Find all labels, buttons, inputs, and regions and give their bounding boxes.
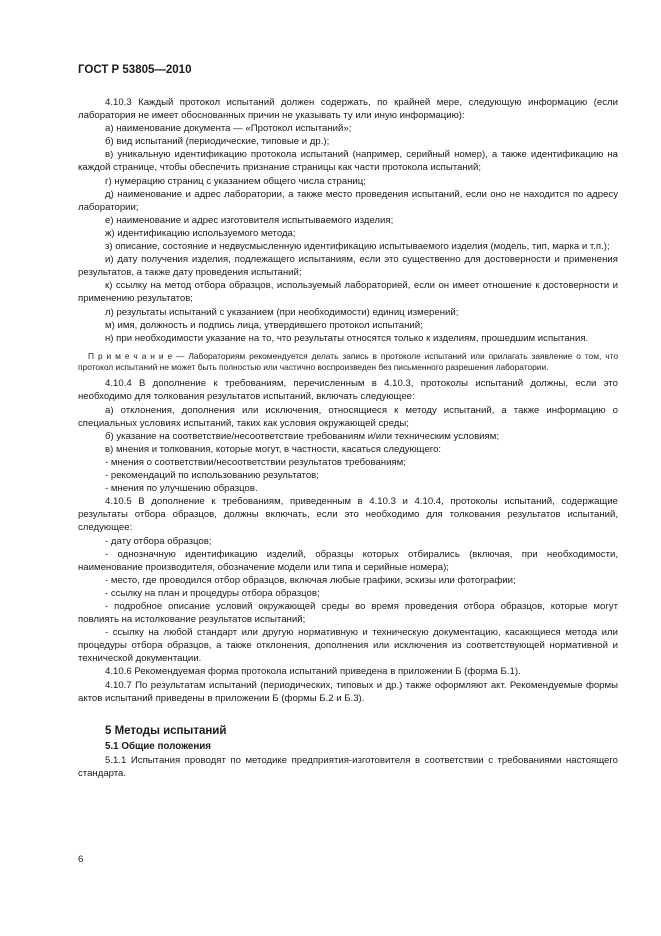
paragraph: 4.10.7 По результатам испытаний (периодических, типовых и др.) также оформляют акт. Рекомендуемые формы актов испытаний приведены в приложении Б (формы Б.2 и Б.3).	[78, 679, 618, 704]
list-item: з) описание, состояние и недвусмысленную идентификацию испытываемого изделия (модель, тип, марка и т.п.);	[105, 241, 610, 253]
list-item: - дату отбора образцов;	[105, 535, 212, 547]
list-item: и) дату получения изделия, подлежащего испытаниям, если это существенно для достоверности и применения результатов, а также дату проведения испытаний;	[78, 254, 618, 279]
list-item: в) уникальную идентификацию протокола испытаний (например, серийный номер), а также идентификацию на каждой странице, чтобы обеспечить признание страницы как части протокола испытаний;	[78, 149, 618, 174]
list-item: д) наименование и адрес лаборатории, а также место проведения испытаний, если оно не находится по адресу лаборатории;	[78, 188, 618, 213]
list-item: - место, где проводился отбор образцов, включая любые графики, эскизы или фотографии;	[105, 574, 516, 586]
subsection-title: 5.1 Общие положения	[105, 740, 212, 752]
list-item: - ссылку на план и процедуры отбора образцов;	[105, 587, 320, 599]
list-item: е) наименование и адрес изготовителя испытываемого изделия;	[105, 214, 394, 226]
document-body	[78, 96, 618, 780]
list-item: - ссылку на любой стандарт или другую нормативную и техническую документацию, касающиеся метода или процедуры отбора образцов, а также отклонения, дополнения или исключения из соответствующей нормативной и технической документации.	[78, 627, 618, 665]
list-item: н) при необходимости указание на то, что результаты относятся только к изделиям, прошедшим испытания.	[105, 332, 589, 344]
paragraph: 4.10.5 В дополнение к требованиям, приведенным в 4.10.3 и 4.10.4, протоколы испытаний, содержащие результаты отбора образцов, должны включать, если это необходимо для толкования результатов испытаний, следующее:	[78, 496, 618, 534]
list-item: - мнения о соответствии/несоответствии результатов требованиям;	[105, 456, 406, 468]
paragraph: 4.10.3 Каждый протокол испытаний должен содержать, по крайней мере, следующую информацию (если лаборатория не имеет обоснованных причин не указывать ту или иную информацию):	[78, 97, 618, 122]
paragraph: 4.10.6 Рекомендуемая форма протокола испытаний приведена в приложении Б (форма Б.1).	[105, 666, 521, 678]
list-item: б) указание на соответствие/несоответствие требованиям и/или техническим условиям;	[105, 430, 499, 442]
list-item: - мнения по улучшению образцов.	[105, 483, 258, 495]
document-header: ГОСТ Р 53805—2010	[78, 64, 192, 76]
list-item: в) мнения и толкования, которые могут, в частности, касаться следующего:	[105, 443, 442, 455]
list-item: - подробное описание условий окружающей среды во время проведения отбора образцов, которые могут повлиять на истолкование результатов испытаний;	[78, 600, 618, 626]
list-item: - рекомендаций по использованию результатов;	[105, 470, 319, 482]
section-title: 5 Методы испытаний	[105, 724, 227, 737]
list-item: м) имя, должность и подпись лица, утвердившего протокол испытаний;	[105, 319, 423, 331]
paragraph: 4.10.4 В дополнение к требованиям, перечисленным в 4.10.3, протоколы испытаний должны, если это необходимо для толкования результатов испытаний, включать следующее:	[78, 378, 618, 403]
list-item: л) результаты испытаний с указанием (при необходимости) единиц измерений;	[105, 306, 459, 318]
note: П р и м е ч а н и е — Лабораториям рекомендуется делать запись в протоколе испытаний или прилагать заявление о том, что протокол испытаний не может быть полностью или частично воспроизведен без письменного разрешения лаборатории.	[78, 350, 618, 373]
list-item: ж) идентификацию используемого метода;	[105, 227, 296, 239]
list-item: к) ссылку на метод отбора образцов, используемый лабораторией, если он имеет отношение к достоверности и применению результатов;	[78, 280, 618, 305]
page-number: 6	[78, 854, 84, 865]
paragraph: 5.1.1 Испытания проводят по методике предприятия-изготовителя в соответствии с требованиями настоящего стандарта.	[78, 754, 618, 779]
list-item: - однозначную идентификацию изделий, образцы которых отбирались (включая, при необходимости, наименование производителя, обозначение модели или типа и серийные номера);	[78, 548, 618, 573]
list-item: б) вид испытаний (периодические, типовые и др.);	[105, 136, 330, 148]
list-item: а) отклонения, дополнения или исключения, относящиеся к методу испытаний, а также информацию о специальных условиях испытаний, таких как условия окружающей среды;	[78, 404, 618, 429]
list-item: г) нумерацию страниц с указанием общего числа страниц;	[105, 175, 366, 187]
list-item: а) наименование документа — «Протокол испытаний»;	[105, 123, 352, 135]
